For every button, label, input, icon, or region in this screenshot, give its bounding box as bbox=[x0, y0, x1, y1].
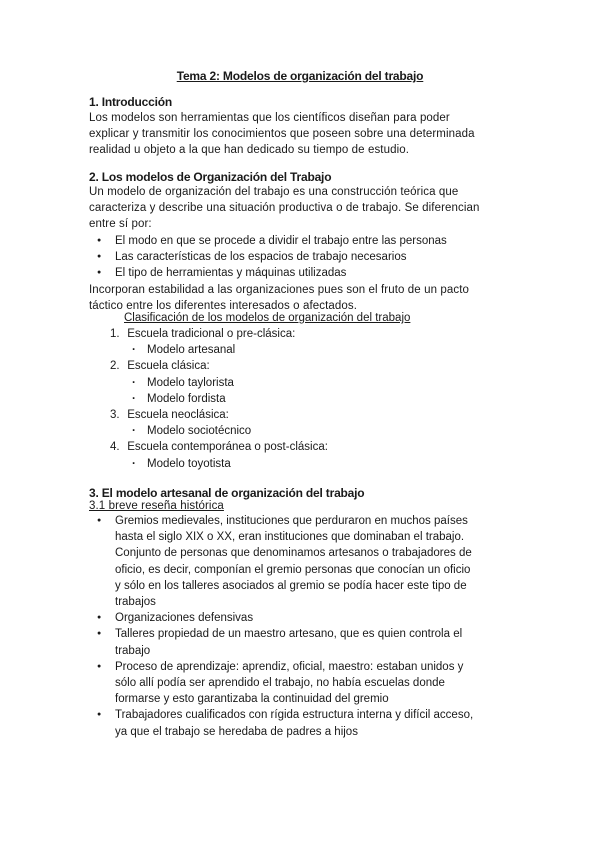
list-item: ● Talleres propiedad de un maestro artesano, que es quien controla el trabajo bbox=[89, 626, 519, 658]
section-2-after-paragraph bbox=[89, 282, 509, 314]
classification-subitem: · Modelo taylorista bbox=[110, 375, 328, 391]
section-2-heading: 2. Los modelos de Organización del Trabajo bbox=[89, 170, 332, 184]
paragraph-line: táctico entre los diferentes interesados o afectados. bbox=[89, 300, 358, 313]
classification-item: 4. Escuela contemporánea o post-clásica: bbox=[110, 441, 328, 454]
section-3-heading: 3. El modelo artesanal de organización del trabajo bbox=[89, 486, 365, 500]
list-item: ● Trabajadores cualificados con rígida estructura interna y difícil acceso, ya que el trabajo se heredaba de padres a hijos bbox=[89, 707, 519, 739]
paragraph-line: Incorporan estabilidad a las organizaciones pues son el fruto de un pacto bbox=[89, 284, 470, 296]
document-title: Tema 2: Modelos de organización del trabajo bbox=[176, 69, 424, 83]
list-item: ● Gremios medievales, instituciones que perduraron en muchos países hasta el siglo XIX o XX, eran instituciones que dominaban el trabajo. Conjunto de personas que denominamos artesanos o trabajadores de oficio, es decir, componían el gremio personas que conocían un oficio y sólo en los talleres asociados al gremio se podía hacer este tipo de trabajos bbox=[89, 513, 519, 610]
paragraph-line: Los modelos son herramientas que los científicos diseñan para poder bbox=[89, 112, 450, 124]
classification-subitem: · Modelo toyotista bbox=[110, 456, 328, 472]
section-2-bullet-list bbox=[89, 233, 447, 282]
classification-item: 2. Escuela clásica: bbox=[110, 360, 210, 373]
paragraph-line: realidad u objeto a la que han dedicado su tiempo de estudio. bbox=[89, 144, 410, 157]
classification-subitem: · Modelo sociotécnico bbox=[110, 423, 328, 439]
section-1-heading: 1. Introducción bbox=[89, 95, 173, 109]
list-item: ● El tipo de herramientas y máquinas utilizadas bbox=[89, 265, 447, 281]
paragraph-line: entre sí por: bbox=[89, 218, 152, 231]
subheading-text: 3.1 breve reseña histórica bbox=[89, 500, 224, 512]
classification-title: Clasificación de los modelos de organización del trabajo bbox=[124, 312, 411, 324]
classification-item: 1. Escuela tradicional o pre-clásica: bbox=[110, 328, 296, 340]
list-item: ● Las características de los espacios de trabajo necesarios bbox=[89, 249, 447, 265]
list-item: ● Proceso de aprendizaje: aprendiz, oficial, maestro: estaban unidos y sólo allí podía ser aprendido el trabajo, no había escuelas donde formarse y esto garantizaba la continuidad del gremio bbox=[89, 659, 519, 708]
list-item: ● Organizaciones defensivas bbox=[89, 610, 519, 626]
classification-subitem: · Modelo artesanal bbox=[110, 342, 328, 358]
paragraph-line: Un modelo de organización del trabajo es una construcción teórica que bbox=[89, 186, 459, 198]
section-1-paragraph bbox=[89, 110, 509, 159]
classification-subitem: · Modelo fordista bbox=[110, 391, 328, 407]
section-3-subheading bbox=[89, 498, 509, 514]
classification-list bbox=[110, 326, 328, 472]
list-item: ● El modo en que se procede a dividir el trabajo entre las personas bbox=[89, 233, 447, 249]
classification-item: 3. Escuela neoclásica: bbox=[110, 409, 229, 422]
section-3-bullet-list bbox=[89, 513, 519, 740]
paragraph-line: explicar y transmitir los conocimientos que poseen sobre una determinada bbox=[89, 128, 475, 141]
paragraph-line: caracteriza y describe una situación productiva o de trabajo. Se diferencian bbox=[89, 202, 480, 215]
section-2-paragraph bbox=[89, 184, 509, 233]
